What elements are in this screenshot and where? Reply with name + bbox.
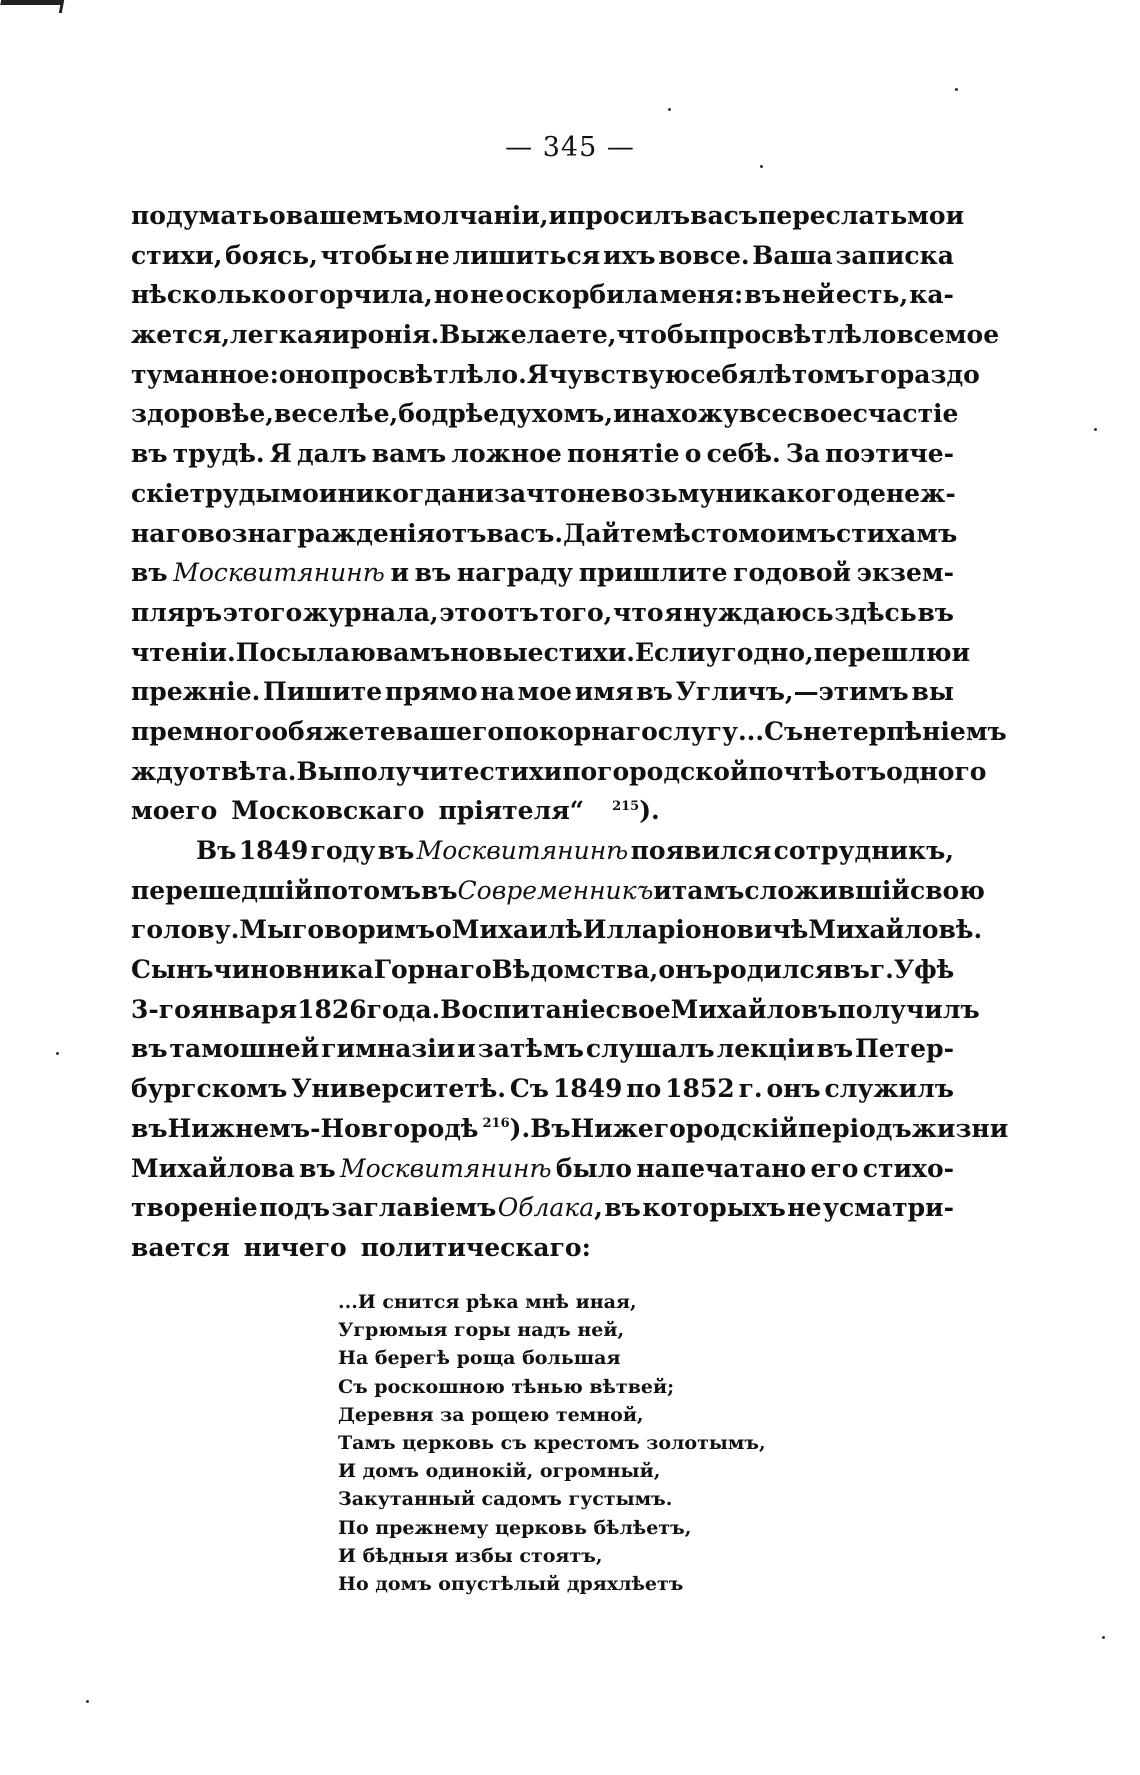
text-line: бургскомъ Университетѣ. Съ 1849 по 1852 г. онъ служилъ	[131, 1074, 954, 1104]
text-line: въ тамошней гимназiи и затѣмъ слушалъ лекцiи въ Петер-	[131, 1034, 954, 1064]
text-line: голову. Мы говоримъ о Михаилѣ Илларiоновичѣ Михайловѣ.	[131, 915, 983, 945]
text-line: вается ничего политическаго:	[131, 1232, 591, 1262]
poem-line: На берегѣ роща большая	[338, 1347, 621, 1370]
text-line: наго вознагражденiя отъ васъ. Дайте мѣсто моимъ стихамъ	[131, 518, 958, 548]
prose-body	[131, 201, 1009, 1273]
poem-line: Тамъ церковь съ крестомъ золотымъ,	[338, 1431, 766, 1454]
poem-line: И домъ одинокiй, огромный,	[338, 1460, 661, 1483]
poem-line: Деревня за рощею темной,	[338, 1403, 644, 1426]
text-line: Михайлова въ Москвитянинѣ было напечатано его стихо-	[131, 1153, 954, 1183]
scan-speck	[955, 88, 958, 91]
text-line: прежнiе. Пишите прямо на мое имя въ Угличъ,—этимъ вы	[131, 677, 954, 707]
text-line: перешедшiй потомъ въ Современникъ и тамъ сложившiй свою	[131, 875, 985, 905]
scan-speck	[760, 165, 763, 168]
poem-line: Но домъ опустѣлый дряхлѣетъ	[338, 1572, 684, 1595]
footnote-ref: 215	[612, 798, 640, 814]
text-line: нѣсколько огорчила, но не оскорбила меня: въ ней есть, ка-	[131, 280, 954, 310]
text-line: моего Московскаго прiятеля“ $^{215}$).	[131, 796, 660, 826]
text-line: туманное: оно просвѣтлѣло. Я чувствую себя лѣтомъ гораздо	[131, 359, 980, 389]
text-line: чтенiи. Посылаю вамъ новые стихи. Если угодно, перешлю и	[131, 637, 971, 667]
text-line: въ Москвитянинѣ и въ награду пришлите годовой экзем-	[131, 558, 954, 588]
text-line: пляръ этого журнала, это отъ того, что я нуждаюсь здѣсь въ	[131, 597, 954, 627]
scan-speck	[1102, 1636, 1105, 1639]
text-line: жду отвѣта. Вы получите стихи по городской почтѣ отъ одного	[131, 756, 987, 786]
text-line: жется, легкая иронiя. Вы желаете, чтобы просвѣтлѣло все мое	[131, 320, 1000, 350]
poem-line: И бѣдныя избы стоятъ,	[338, 1544, 603, 1567]
poem-quote	[338, 1288, 798, 1598]
poem-line: Съ роскошною тѣнью вѣтвей;	[338, 1375, 675, 1398]
scan-speck	[56, 1052, 59, 1055]
text-line: Въ 1849 году въ Москвитянинѣ появился сотрудникъ,	[196, 836, 954, 865]
text-line: творенiе подъ заглавiемъ Облака, въ которыхъ не усматри-	[131, 1193, 954, 1223]
text-line: въ Нижнемъ-Новгородѣ $^{216}$). Въ Нижегородскiй перiодъ жизни	[131, 1113, 1009, 1143]
poem-line: По прежнему церковь бѣлѣетъ,	[338, 1516, 692, 1539]
text-line: скiе труды мои никогда ни за что не возьму никакого денеж-	[131, 478, 956, 508]
text-line: премного обяжете вашего покорнаго слугу... Съ нетерпѣнiемъ	[131, 716, 1007, 746]
scan-speck	[1094, 428, 1097, 431]
page-number: — 345 —	[505, 132, 635, 163]
scan-speck	[668, 108, 671, 111]
scan-corner-mark	[0, 0, 64, 13]
text-line: стихи, боясь, чтобы не лишиться ихъ вовсе. Ваша записка	[131, 240, 954, 270]
closing-paren: ).	[639, 796, 660, 826]
poem-line: Закутанный садомъ густымъ.	[338, 1488, 673, 1511]
text-line: Сынъ чиновника Горнаго Вѣдомства, онъ родился въ г. Уфѣ	[131, 955, 955, 985]
text-line: 3-го января 1826 года. Воспитанiе свое Михайловъ получилъ	[131, 994, 980, 1024]
text-line: здоровѣе, веселѣе, бодрѣе духомъ, и нахожу все свое счастiе	[131, 399, 959, 429]
text-line: въ трудѣ. Я далъ вамъ ложное понятiе о себѣ. За поэтиче-	[131, 439, 954, 469]
poem-line: Угрюмыя горы надъ ней,	[338, 1319, 625, 1342]
text-line: подумать о вашемъ молчанiи, и просилъ васъ переслать мои	[131, 201, 965, 230]
scan-speck	[86, 1700, 89, 1703]
poem-line: ...И снится рѣка мнѣ иная,	[338, 1291, 637, 1313]
